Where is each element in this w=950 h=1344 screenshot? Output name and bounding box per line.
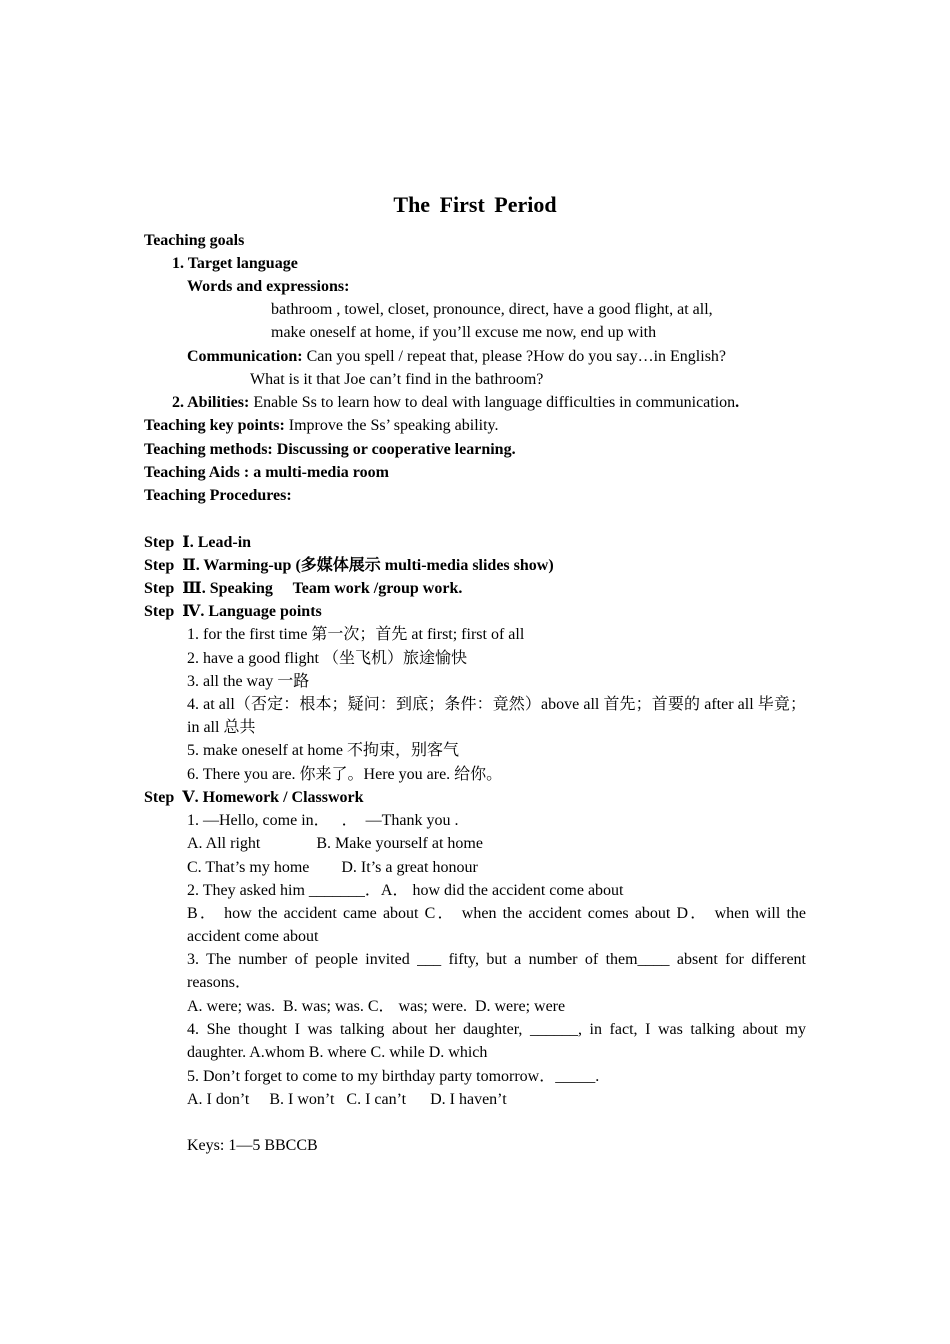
language-point-5: 5. make oneself at home 不拘束，别客气 [187,742,459,759]
page-title: The First Period [393,192,557,217]
language-point-6: 6. There you are. 你来了。Here you are. 给你。 [187,766,503,783]
answer-keys: Keys: 1—5 BBCCB [187,1137,318,1154]
question-1-options-ab: A. All right B. Make yourself at home [187,835,483,852]
abilities-end: . [735,394,740,411]
language-point-2: 2. have a good flight （坐飞机）旅途愉快 [187,650,467,667]
step-4: Step Ⅳ. Language points [144,603,322,620]
teaching-procedures: Teaching Procedures: [144,487,292,504]
language-point-4: 4. at all（否定：根本；疑问：到底；条件：竟然）above all 首先；首要的 after all 毕竟；in all 总共 [187,696,806,736]
key-points-line [144,414,499,437]
language-point-1: 1. for the first time 第一次；首先 at first; first of all [187,626,525,643]
words-line-1: bathroom , towel, closet, pronounce, direct, have a good flight, at all, [271,301,713,318]
step-1: Step Ⅰ. Lead-in [144,534,252,551]
key-points-text: Improve the Ss’ speaking ability. [284,417,499,434]
step-5: Step Ⅴ. Homework / Classwork [144,789,364,806]
communication-text: Can you spell / repeat that, please ?How do you say…in English? [302,348,727,365]
language-point-3: 3. all the way 一路 [187,673,310,690]
question-1: 1. —Hello, come in． ． —Thank you . [187,812,459,829]
communication-line-2: What is it that Joe can’t find in the bathroom? [250,371,544,388]
question-1-options-cd: C. That’s my home D. It’s a great honour [187,859,478,876]
abilities-label: 2. Abilities: [172,394,250,411]
question-2-options: B． how the accident came about C． when the accident comes about D． when will the accident come about [187,905,806,945]
step-2: Step Ⅱ. Warming-up (多媒体展示 multi-media slides show) [144,557,554,574]
question-5: 5. Don’t forget to come to my birthday party tomorrow．_____. [187,1068,600,1085]
target-language-heading: 1. Target language [172,255,298,272]
teaching-aids: Teaching Aids : a multi-media room [144,464,389,481]
question-3: 3. The number of people invited ___ fifty, but a number of them____ absent for different reasons． [187,951,806,991]
abilities-text: Enable Ss to learn how to deal with language difficulties in communication [249,394,736,411]
key-points-label: Teaching key points: [144,417,285,434]
teaching-methods: Teaching methods: Discussing or cooperative learning. [144,441,516,458]
communication-line [187,345,726,368]
abilities-line [172,391,739,414]
words-expressions-label: Words and expressions: [187,278,350,295]
question-4: 4. She thought I was talking about her daughter, ______, in fact, I was talking about my daughter. A.whom B. where C. while D. which [187,1021,806,1061]
question-2: 2. They asked him _______．A． how did the accident come about [187,882,624,899]
teaching-goals-heading: Teaching goals [144,232,245,249]
step-3: Step Ⅲ. Speaking Team work /group work. [144,580,463,597]
communication-label: Communication: [187,348,303,365]
question-3-options: A. were; was. B. was; was. C． was; were. D. were; were [187,998,566,1015]
words-line-2: make oneself at home, if you’ll excuse me now, end up with [271,324,657,341]
question-5-options: A. I don’t B. I won’t C. I can’t D. I haven’t [187,1091,507,1108]
